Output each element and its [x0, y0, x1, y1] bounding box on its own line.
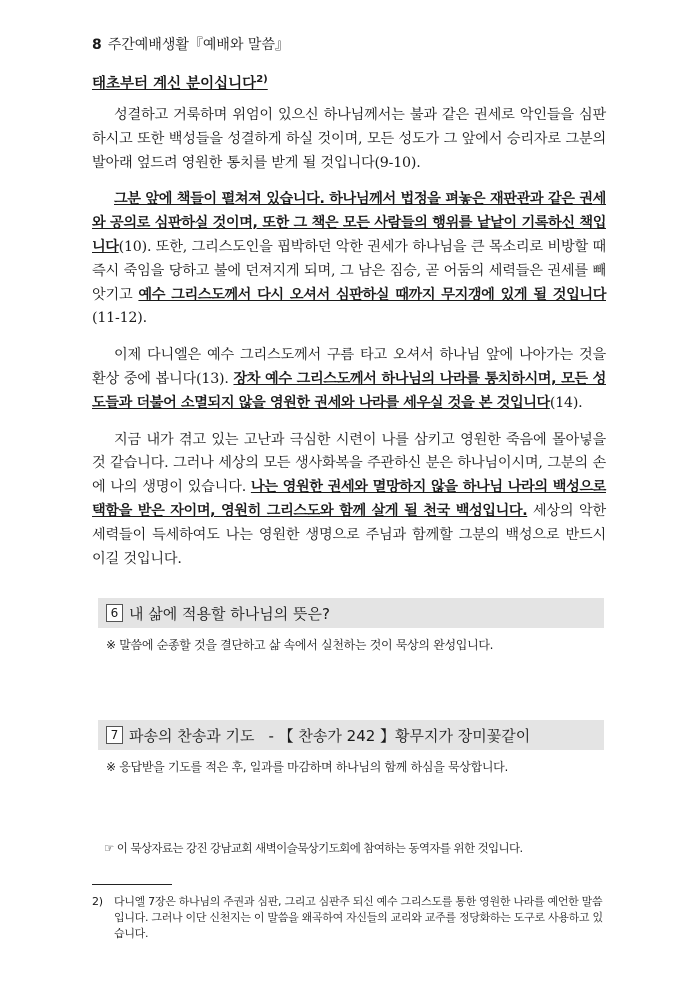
section-heading-text: 태초부터 계신 분이십니다: [92, 76, 257, 92]
hymn-section-note: ※ 응답받을 기도를 적은 후, 일과를 마감하며 하나님의 함께 하심을 묵상합니다.: [106, 760, 508, 774]
emphasis-text: 그분 앞에 책들이 펼쳐져 있습니다. 하나님께서 법정을 펴놓은 재판관과 같은 권세와 공의로 심판하실 것이며, 또한 그 책은 모든 사람들의 행위를 낱낱이 기록하신 책입니다: [92, 191, 606, 255]
pointing-hand-icon: ☞: [104, 841, 114, 855]
running-title: 주간예배생활『예배와 말씀』: [107, 37, 289, 53]
footnote-divider: [92, 884, 172, 885]
hymn-section-header: [98, 720, 604, 750]
source-note-text: 이 묵상자료는 강진 강남교회 새벽이슬묵상기도회에 참여하는 동역자를 위한 것입니다.: [116, 841, 523, 855]
footnote-ref[interactable]: 2): [256, 74, 268, 86]
apply-section-header: [98, 598, 604, 628]
page-header: [92, 34, 289, 54]
paragraph-text: 지금 내가 겪고 있는 고난과 극심한 시련이 나를 삼키고 영원한 죽음에 몰아넣을 것 같습니다. 그러나 세상의 모든 생사화복을 주관하신 분은 하나님이시며, 그분의 손에 나의 생명이 있습니다.: [92, 431, 606, 496]
paragraph-text: (10). 또한, 그리스도인을 핍박하던 악한 권세가 하나님을 큰 목소리로 비방할 때 즉시 죽임을 당하고 불에 던져지게 되며, 그 남은 짐승, 곧 어둠의 세력들은 권세를 빼앗기고: [92, 238, 606, 303]
footnote-label: 2): [92, 895, 103, 908]
section-number-badge: 7: [106, 726, 123, 744]
paragraph-text: 세상의 악한 세력들이 득세하여도 나는 영원한 생명으로 주님과 함께할 그분의 백성으로 반드시 이길 것입니다.: [92, 502, 606, 567]
paragraph-3: [92, 344, 606, 415]
source-note: [104, 840, 523, 856]
hymn-reference: - 【 찬송가 242 】황무지가 장미꽃같이: [268, 726, 531, 745]
paragraph-2: [92, 188, 606, 331]
section-heading: [92, 72, 268, 93]
apply-section-note: ※ 말씀에 순종할 것을 결단하고 삶 속에서 실천하는 것이 묵상의 완성입니다.: [106, 638, 494, 652]
footnote: [92, 894, 608, 942]
footnote-text: 다니엘 7장은 하나님의 주권과 심판, 그리고 심판주 되신 예수 그리스도를 통한 영원한 나라를 예언한 말씀입니다. 그러나 이단 신천지는 이 말씀을 왜곡하여 자신들의 교리와 교주를 정당화하는 도구로 사용하고 있습니다.: [114, 895, 603, 940]
emphasis-text: 장차 예수 그리스도께서 하나님의 나라를 통치하시며, 모든 성도들과 더불어 소멸되지 않을 영원한 권세와 나라를 세우실 것을 본 것입니다: [92, 370, 606, 411]
body-text: [92, 104, 606, 584]
paragraph-text: 이제 다니엘은 예수 그리스도께서 구름 타고 오셔서 하나님 앞에 나아가는 것을 환상 중에 봅니다(13).: [92, 347, 606, 387]
paragraph-text: (14).: [549, 394, 583, 411]
hymn-section-title: 파송의 찬송과 기도: [129, 726, 255, 745]
apply-section-title: 내 삶에 적용할 하나님의 뜻은?: [129, 604, 330, 623]
paragraph-1-text: 성결하고 거룩하며 위엄이 있으신 하나님께서는 불과 같은 권세로 악인들을 심판하시고 또한 백성들을 성결하게 하실 것이며, 모든 성도가 그 앞에서 승리자로 그분의 발아래 엎드려 영원한 통치를 받게 될 것입니다(9-10).: [92, 107, 606, 171]
emphasis-text: 예수 그리스도께서 다시 오셔서 심판하실 때까지 무지갱에 있게 될 것입니다: [138, 286, 606, 303]
section-number-badge: 6: [106, 604, 123, 622]
paragraph-text: (11-12).: [92, 310, 147, 327]
paragraph-1: [92, 104, 606, 175]
paragraph-4: [92, 429, 606, 572]
emphasis-text: 나는 영원한 권세와 멸망하지 않을 하나님 나라의 백성으로 택함을 받은 자이며, 영원히 그리스도와 함께 살게 될 천국 백성입니다.: [92, 479, 606, 519]
page-number: 8: [92, 37, 102, 53]
